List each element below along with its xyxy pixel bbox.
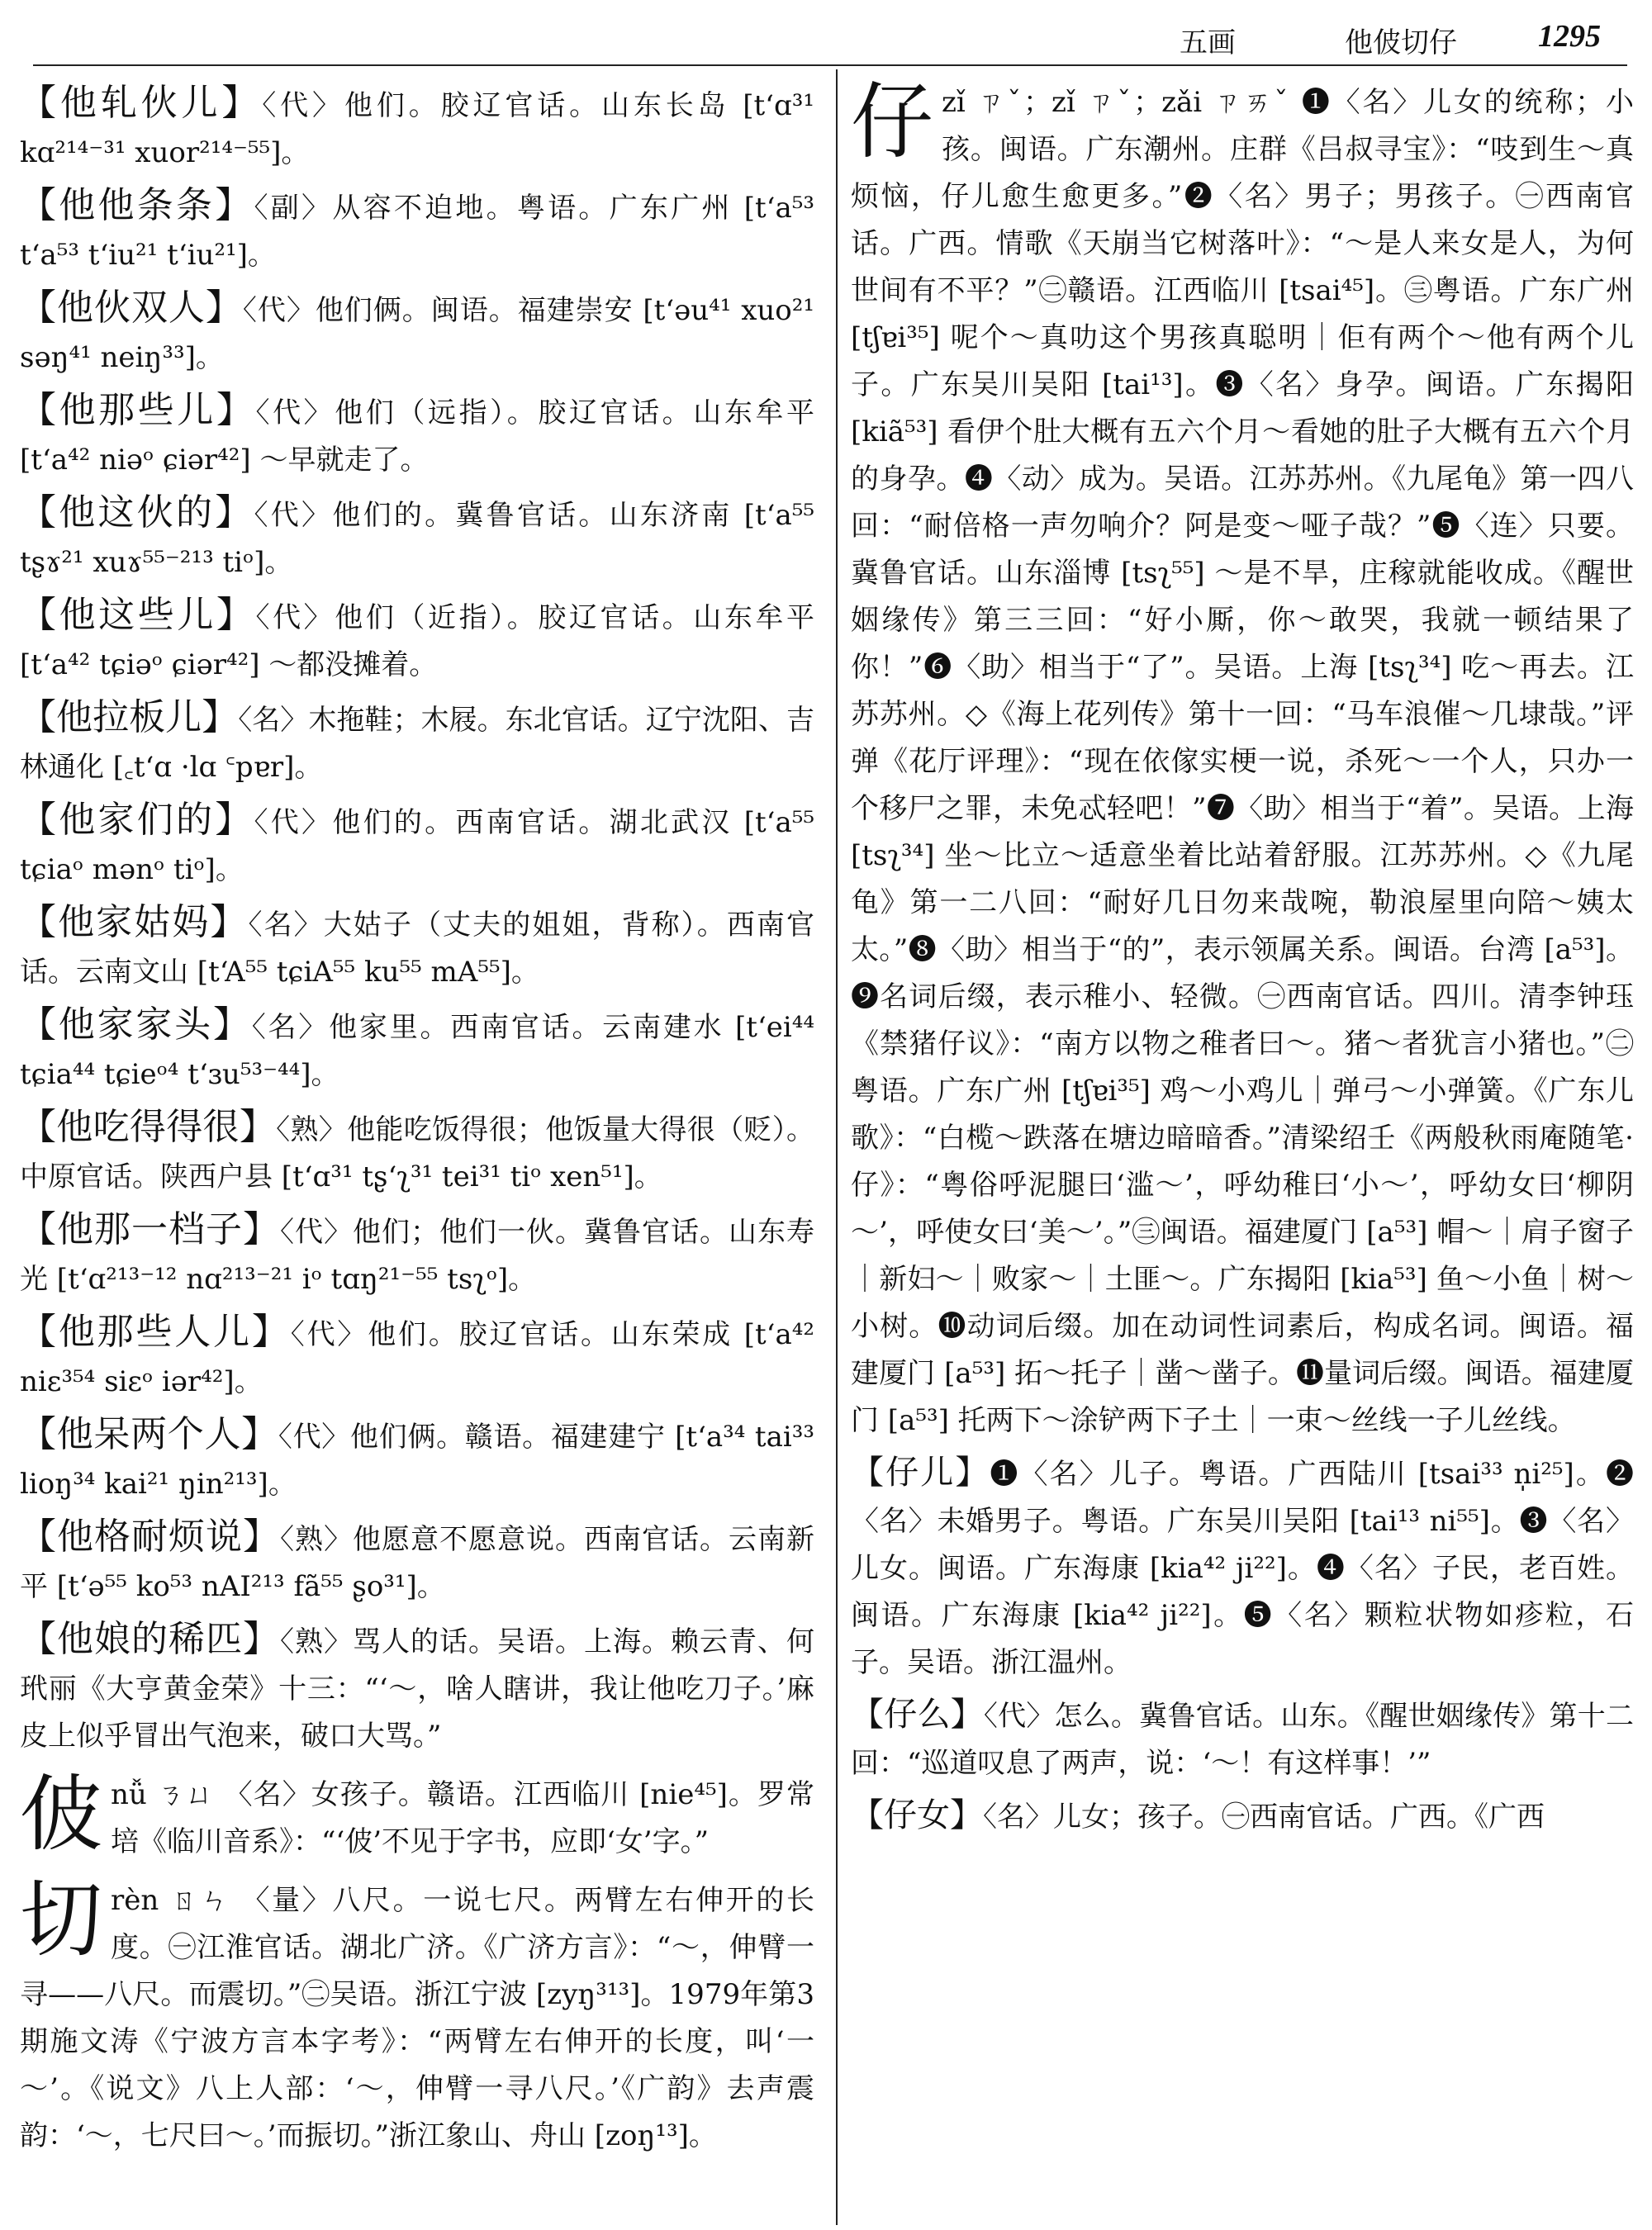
entry-definition: 〈代〉他们的。西南官话。湖北武汉 [tʻa⁵⁵ tɕiaᵒ mənᵒ tiᵒ]。 bbox=[20, 806, 814, 886]
entry-definition: 〈名〉儿女；孩子。㊀西南官话。广西。《广西 bbox=[983, 1801, 1545, 1834]
dictionary-entry bbox=[851, 1792, 1634, 1841]
right-column bbox=[851, 74, 1634, 1846]
dictionary-entry bbox=[20, 387, 814, 484]
left-column bbox=[20, 79, 814, 2165]
dictionary-entry bbox=[20, 489, 814, 586]
dictionary-entry bbox=[20, 591, 814, 689]
entry-definition: 〈代〉他们；他们一伙。冀鲁官话。山东寿光 [tʻɑ²¹³⁻¹² nɑ²¹³⁻²¹ iᵒ tɑŋ²¹⁻⁵⁵ tsʅᵒ]。 bbox=[20, 1216, 814, 1296]
entry-definition: 〈副〉从容不迫地。粤语。广东广州 [tʻa⁵³ tʻa⁵³ tʻiu²¹ tʻiu²¹]。 bbox=[20, 192, 814, 272]
dictionary-entry bbox=[20, 1103, 814, 1201]
dictionary-entry bbox=[20, 796, 814, 894]
entry-headword: 【他吃得得很】 bbox=[20, 1106, 277, 1148]
header-rule bbox=[33, 64, 1627, 66]
dictionary-entry bbox=[20, 1206, 814, 1303]
dictionary-entry bbox=[20, 79, 814, 177]
dictionary-entry bbox=[20, 1616, 814, 1760]
character-entry bbox=[851, 74, 1634, 1445]
entry-headword: 【他拉板儿】 bbox=[20, 696, 239, 738]
entry-headword: 【仔女】 bbox=[851, 1796, 983, 1834]
dictionary-entry bbox=[20, 694, 814, 791]
entry-definition: 〈代〉他们的。冀鲁官话。山东济南 [tʻa⁵⁵ tʂɤ²¹ xuɤ⁵⁵⁻²¹³ tiᵒ]。 bbox=[20, 499, 814, 579]
dictionary-entry bbox=[20, 1001, 814, 1098]
entry-headword: 【仔儿】 bbox=[851, 1454, 990, 1492]
entry-character: 仔 bbox=[851, 74, 933, 170]
entry-definition: 〈代〉他们俩。赣语。福建建宁 [tʻa³⁴ tai³³ lioŋ³⁴ kai²¹ ŋin²¹³]。 bbox=[20, 1421, 815, 1501]
entry-headword: 【他家们的】 bbox=[20, 799, 254, 841]
entry-definition: 〈代〉他们（远指）。胶辽官话。山东牟平 [tʻa⁴² niəᵒ ɕiər⁴²] ～早就走了。 bbox=[20, 396, 814, 477]
entry-definition: ❶〈名〉儿子。粤语。广西陆川 [tsai³³ n̩i²⁵]。❷〈名〉未婚男子。粤语。广东吴川吴阳 [tai¹³ ni⁵⁵]。❸〈名〉儿女。闽语。广东海康 [kia⁴² ji²²]。❹〈名〉子民，老百姓。闽语。广东海康 [kia⁴² ji²²]。❺〈名〉颗粒状物如疹粒，石子。吴语。浙江温州。 bbox=[851, 1458, 1634, 1679]
entry-definition: zǐ ㄗˇ；zǐ ㄗˇ；zǎi ㄗㄞˇ ❶〈名〉儿女的统称；小孩。闽语。广东潮州。庄群《吕叔寻宝》：“吱到生～真烦恼，仔儿愈生愈更多。”❷〈名〉男子；男孩子。㊀西南官话。广西。情歌《天崩当它树落叶》：“～是人来女是人，为何世间有不平？”㊁赣语。江西临川 [tsai⁴⁵]。㊂粤语。广东广州 [tʃɐi³⁵] 呢个～真叻这个男孩真聪明｜佢有两个～他有两个儿子。广东吴川吴阳 [tai¹³]。❸〈名〉身孕。闽语。广东揭阳 [kiã⁵³] 看伊个肚大概有五六个月～看她的肚子大概有五六个月的身孕。❹〈动〉成为。吴语。江苏苏州。《九尾龟》第一四八回：“耐倍格一声勿响介？阿是变～哑子哉？”❺〈连〉只要。冀鲁官话。山东淄博 [tsʅ⁵⁵] ～是不旱，庄稼就能收成。《醒世姻缘传》第三三回：“好小厮，你～敢哭，我就一顿结果了你！”❻〈助〉相当于“了”。吴语。上海 [tsʅ³⁴] 吃～再去。江苏苏州。◇《海上花列传》第十一回：“马车浪催～几埭哉。”评弹《花厅评理》：“现在依傢实梗一说，杀死～一个人，只办一个移尸之罪，未免忒轻吧！”❼〈助〉相当于“着”。吴语。上海 [tsʅ³⁴] 坐～比立～适意坐着比站着舒服。江苏苏州。◇《九尾龟》第一二八回：“耐好几日勿来哉啘，勒浪屋里向陪～姨太太。”❽〈助〉相当于“的”，表示领属关系。闽语。台湾 [a⁵³]。❾名词后缀，表示稚小、轻微。㊀西南官话。四川。清李钟珏《禁猪仔议》：“南方以物之稚者曰～。猪～者犹言小猪也。”㊁粤语。广东广州 [tʃɐi³⁵] 鸡～小鸡儿｜弹弓～小弹簧。《广东儿歌》：“白榄～跌落在塘边暗暗香。”清梁绍壬《两般秋雨庵随笔·仔》：“粤俗呼泥腿曰‘滥～’，呼幼稚曰‘小～’，呼幼女曰‘柳阴～’，呼使女曰‘美～’。”㊂闽语。福建厦门 [a⁵³] 帽～｜肩子窗子｜新妇～｜败家～｜土匪～。广东揭阳 [kia⁵³] 鱼～小鱼｜树～小树。❿动词后缀。加在动词性词素后，构成名词。闽语。福建厦门 [a⁵³] 拓～托子｜凿～凿子。⓫量词后缀。闽语。福建厦门 [a⁵³] 托两下～涂铲两下子土｜一束～丝线一子儿丝线。 bbox=[851, 86, 1634, 1437]
entry-headword: 【他娘的稀匹】 bbox=[20, 1618, 280, 1660]
entry-headword: 【他他条条】 bbox=[20, 184, 254, 226]
dictionary-entry bbox=[851, 1450, 1634, 1687]
entry-headword: 【他呆两个人】 bbox=[20, 1413, 278, 1455]
page-header bbox=[0, 0, 1652, 58]
entry-headword: 【仔么】 bbox=[851, 1696, 984, 1734]
entry-definition: 〈名〉大姑子（丈夫的姐姐，背称）。西南官话。云南文山 [tʻA⁵⁵ tɕiA⁵⁵ ku⁵⁵ mA⁵⁵]。 bbox=[20, 909, 815, 989]
entry-headword: 【他家家头】 bbox=[20, 1004, 252, 1046]
character-entry bbox=[20, 1872, 814, 2160]
column-divider bbox=[836, 69, 838, 2225]
entry-definition: rèn ㄖㄣ 〈量〉八尺。一说七尺。两臂左右伸开的长度。㊀江淮官话。湖北广济。《广济方言》：“～，伸臂一寻——八尺。而震切。”㊁吴语。浙江宁波 [zyŋ³¹³]。1979年第3期施文涛《宁波方言本字考》：“两臂左右伸开的长度，叫‘一～’。《说文》八上人部：‘～，伸臂一寻八尺。’《广韵》去声震韵：‘～，七尺曰～。’而振切。”浙江象山、舟山 [zoŋ¹³]。 bbox=[20, 1884, 814, 2152]
dictionary-entry bbox=[20, 899, 814, 996]
entry-definition: 〈代〉他们俩。闽语。福建崇安 [tʻəu⁴¹ xuo²¹ səŋ⁴¹ neiŋ³³]。 bbox=[20, 294, 815, 374]
entry-definition: 〈名〉木拖鞋；木屐。东北官话。辽宁沈阳、吉林通化 [꜀tʻɑ ·lɑ ꜂pɐr]。 bbox=[20, 704, 815, 784]
entry-headword: 【他那些儿】 bbox=[20, 389, 256, 431]
dictionary-entry bbox=[20, 1513, 814, 1611]
entry-definition: 〈熟〉他能吃饭得很；他饭量大得很（贬）。中原官话。陕西户县 [tʻɑ³¹ tʂʻʅ³¹ tei³¹ tiᵒ xen⁵¹]。 bbox=[20, 1113, 815, 1193]
entry-character: 切 bbox=[20, 1872, 102, 1968]
entry-headword: 【他这些儿】 bbox=[20, 594, 256, 636]
dictionary-entry bbox=[851, 1691, 1634, 1787]
dictionary-entry bbox=[20, 1411, 814, 1508]
entry-headword: 【他这伙的】 bbox=[20, 491, 254, 534]
entry-definition: 〈代〉他们。胶辽官话。山东长岛 [tʻɑ³¹ kɑ²¹⁴⁻³¹ xuor²¹⁴⁻⁵⁵]。 bbox=[20, 89, 814, 169]
entry-definition: 〈熟〉骂人的话。吴语。上海。赖云青、何玳丽《大亨黄金荣》十三：“‘～，啥人瞎讲，我让他吃刀子。’麻皮上似乎冒出气泡来，破口大骂。” bbox=[20, 1625, 814, 1753]
entry-headword: 【他轧伙儿】 bbox=[20, 82, 263, 124]
dictionary-entry bbox=[20, 284, 814, 382]
dictionary-entry bbox=[20, 1308, 814, 1406]
entry-definition: nǚ ㄋㄩ 〈名〉女孩子。赣语。江西临川 [nie⁴⁵]。罗常培《临川音系》：“‘佊’不见于字书，应即‘女’字。” bbox=[111, 1778, 814, 1858]
entry-headword: 【他那一档子】 bbox=[20, 1208, 280, 1250]
entry-headword: 【他家姑妈】 bbox=[20, 901, 249, 943]
entry-definition: 〈代〉他们。胶辽官话。山东荣成 [tʻa⁴² niɛ³⁵⁴ siɛᵒ iər⁴²]。 bbox=[20, 1318, 815, 1398]
character-entry bbox=[20, 1766, 814, 1866]
page-number: 1295 bbox=[1538, 19, 1601, 54]
entry-character: 佊 bbox=[20, 1766, 102, 1862]
guide-characters: 他佊切仔 bbox=[1345, 26, 1457, 59]
section-label: 五画 bbox=[1180, 26, 1236, 59]
entry-definition: 〈代〉怎么。冀鲁官话。山东。《醒世姻缘传》第十二回：“巡道叹息了两声，说：‘～！有这样事！’” bbox=[851, 1700, 1634, 1780]
entry-headword: 【他伙双人】 bbox=[20, 287, 243, 329]
entry-definition: 〈熟〉他愿意不愿意说。西南官话。云南新平 [tʻə⁵⁵ ko⁵³ nAI²¹³ fã⁵⁵ ʂo³¹]。 bbox=[20, 1523, 814, 1603]
entry-definition: 〈代〉他们（近指）。胶辽官话。山东牟平 [tʻa⁴² tɕiəᵒ ɕiər⁴²] ～都没摊着。 bbox=[20, 601, 814, 681]
entry-headword: 【他格耐烦说】 bbox=[20, 1516, 280, 1558]
entry-definition: 〈名〉他家里。西南官话。云南建水 [tʻei⁴⁴ tɕia⁴⁴ tɕieᵒ⁴ tʻɜu⁵³⁻⁴⁴]。 bbox=[20, 1011, 815, 1091]
entry-headword: 【他那些人儿】 bbox=[20, 1311, 291, 1353]
dictionary-entry bbox=[20, 182, 814, 279]
